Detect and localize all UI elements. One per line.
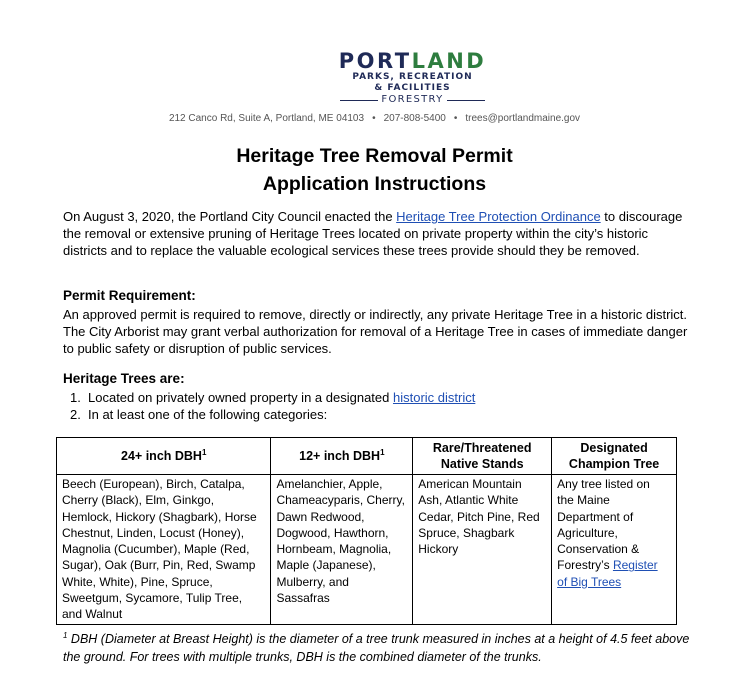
logo-subtitle-line1: PARKS, RECREATION	[352, 72, 473, 82]
divider	[447, 100, 485, 101]
header-champion-tree: Designated Champion Tree	[552, 438, 677, 475]
register-of-big-trees-link[interactable]: Register	[612, 558, 658, 573]
divider	[340, 100, 378, 101]
list-item: 1. Located on privately owned property in a designated historic district	[70, 390, 476, 405]
historic-district-link[interactable]: historic district	[392, 390, 476, 405]
table-row	[57, 475, 677, 625]
address: 212 Canco Rd, Suite A, Portland, ME 04103	[168, 113, 365, 124]
cell-champion-tree: Any tree listed on the Maine Department of Agriculture, Conservation & Forestry’s Register of Big Trees	[552, 475, 677, 625]
contact-line	[0, 113, 749, 124]
ordinance-link[interactable]: Heritage Tree Protection Ordinance	[396, 209, 601, 224]
dbh-footnote: $^1$ DBH (Diameter at Breast Height) is the diameter of a tree trunk measured in inches at a height of 4.5 feet above the ground. For trees with multiple trunks, DBH is the combined diameter of the trunks.	[63, 630, 690, 664]
tree-categories-table	[56, 437, 677, 625]
logo-division: FORESTRY	[76, 94, 749, 106]
logo-subtitle-line2: & FACILITIES	[374, 83, 451, 93]
phone: 207-808-5400	[383, 113, 446, 124]
heritage-trees-heading: Heritage Trees are:	[63, 371, 185, 386]
list-item: 2. In at least one of the following categories:	[70, 407, 328, 422]
header-24-inch-dbh: 24+ inch DBH$^1$	[57, 438, 271, 475]
cell-24-inch-species: Beech (European), Birch, Catalpa, Cherry (Black), Elm, Ginkgo, Hemlock, Hickory (Shagbark), Horse Chestnut, Linden, Locust (Honey), Magnolia (Cucumber), Maple (Red, Sugar), Oak (Burr, Pin, Red, Swamp White, White), Pine, Spruce, Sweetgum, Sycamore, Tulip Tree, and Walnut	[57, 475, 271, 625]
register-of-big-trees-link-continued[interactable]: of Big Trees	[557, 574, 622, 589]
heritage-trees-list	[70, 389, 475, 423]
portland-logo	[0, 50, 749, 106]
logo-title: PORTLAND	[338, 49, 487, 73]
header-12-inch-dbh: 12+ inch DBH$^1$	[271, 438, 413, 475]
separator: •	[372, 113, 376, 124]
header-rare-threatened: Rare/Threatened Native Stands	[413, 438, 552, 475]
permit-requirement-text: An approved permit is required to remove, directly or indirectly, any private Heritage Tree in a historic district. The City Arborist may grant verbal authorization for removal of a Heritage Tree in cases of immediate danger to public safety or disruption of public services.	[63, 307, 688, 356]
permit-requirement-heading: Permit Requirement:	[63, 288, 196, 303]
email: trees@portlandmaine.gov	[465, 113, 581, 124]
separator: •	[453, 113, 458, 124]
page-title: Heritage Tree Removal Permit Application Instructions	[236, 145, 513, 195]
intro-paragraph: On August 3, 2020, the Portland City Council enacted the Heritage Tree Protection Ordinance to discourage the removal or extensive pruning of Heritage Trees located on private property within the city’s historic districts and to replace the valuable ecological services these trees provide should they be removed.	[63, 209, 683, 258]
cell-native-stands: American Mountain Ash, Atlantic White Cedar, Pitch Pine, Red Spruce, Shagbark Hickory	[413, 475, 552, 625]
cell-12-inch-species: Amelanchier, Apple, Chameacyparis, Cherry, Dawn Redwood, Dogwood, Hawthorn, Hornbeam, Magnolia, Maple (Japanese), Mulberry, and Sassafras	[271, 475, 413, 625]
table-header-row	[57, 438, 677, 475]
